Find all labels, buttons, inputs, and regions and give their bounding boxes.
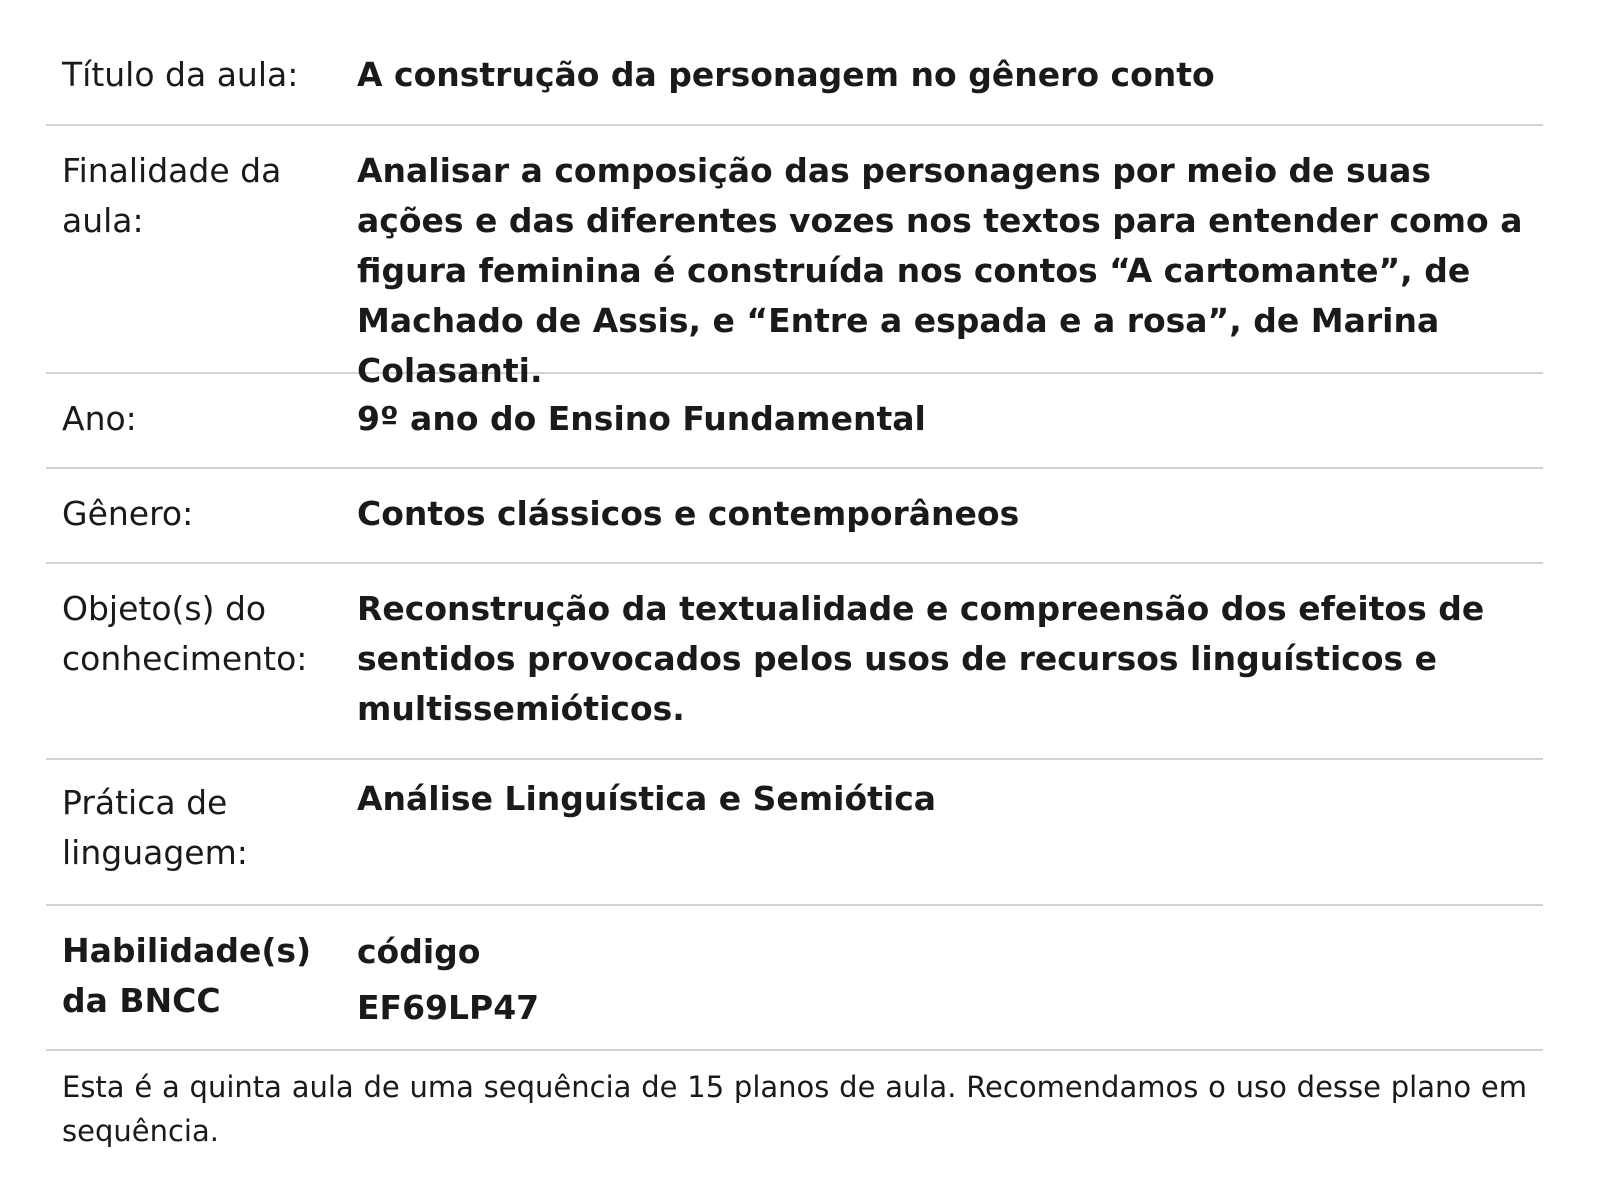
school-year: 9º ano do Ensino Fundamental xyxy=(357,399,926,438)
lesson-title: A construção da personagem no gênero conto xyxy=(357,55,1215,94)
bncc-code-block xyxy=(357,926,1543,1049)
lesson-purpose: Analisar a composição das personagens por meio de suas ações e das diferentes vozes nos textos para entender como a figura feminina é construída nos contos “A cartomante”, de Machado de Assis, e “Entre a espada e a rosa”, de Marina Colasanti. xyxy=(357,151,1523,390)
code-header: código xyxy=(357,932,481,971)
row-label: Ano: xyxy=(62,399,137,438)
sequence-note: Esta é a quinta aula de uma sequência de 15 planos de aula. Recomendamos o uso desse plano em sequência. xyxy=(62,1070,1527,1148)
row-label: Objeto(s) do conhecimento: xyxy=(62,589,308,678)
row-genre xyxy=(46,469,1543,564)
row-label: Finalidade da aula: xyxy=(62,151,282,240)
row-label: Gênero: xyxy=(62,494,194,533)
row-language-practice xyxy=(46,760,1543,906)
genre: Contos clássicos e contemporâneos xyxy=(357,494,1020,533)
row-label: Título da aula: xyxy=(62,55,299,94)
knowledge-object: Reconstrução da textualidade e compreensão dos efeitos de sentidos provocados pelos usos de recursos linguísticos e multissemióticos. xyxy=(357,589,1485,728)
bncc-label: Habilidade(s) da BNCC xyxy=(62,931,312,1020)
row-title xyxy=(46,28,1543,126)
row-bncc xyxy=(46,906,1543,1051)
row-label: Prática de linguagem: xyxy=(62,783,248,872)
row-knowledge-object xyxy=(46,564,1543,760)
row-year xyxy=(46,374,1543,469)
lesson-plan-table xyxy=(46,28,1543,1153)
row-purpose xyxy=(46,126,1543,390)
bncc-code: EF69LP47 xyxy=(357,988,540,1027)
language-practice: Análise Linguística e Semiótica xyxy=(357,779,937,818)
